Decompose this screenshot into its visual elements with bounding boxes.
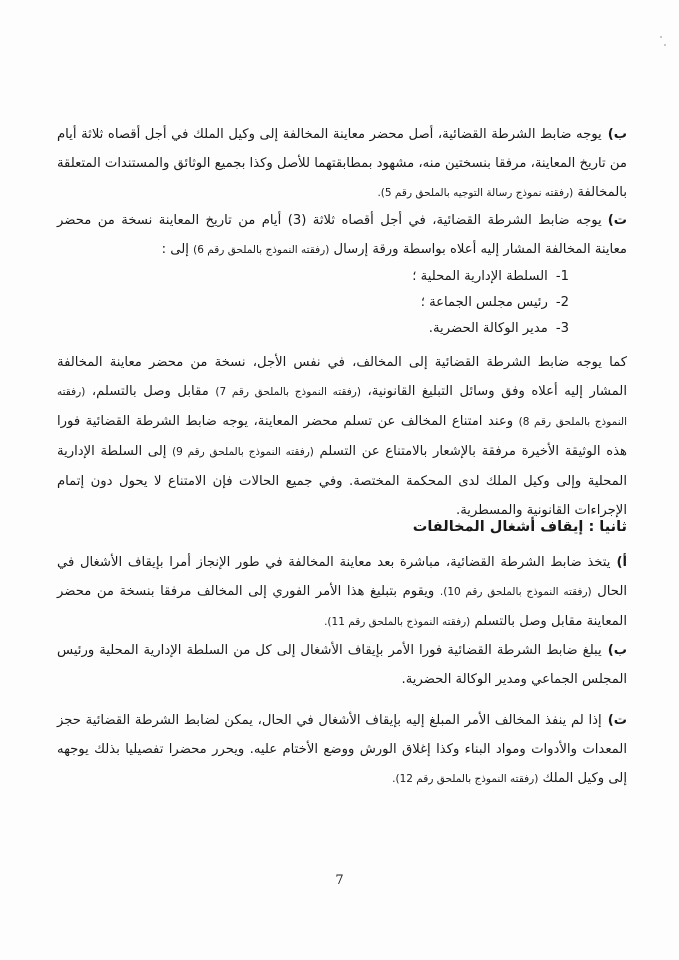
- item-marker: ب): [607, 127, 627, 142]
- scan-speck: [664, 44, 666, 46]
- list-number: 2-: [555, 295, 569, 310]
- paragraph-text: وعند امتناع المخالف عن تسلم محضر المعاينة، يوجه ضابط الشرطة القضائية فورا هذه الوثيقة الأخيرة مرفقة بالإشعار بالامتناع عن التسلم: [57, 414, 627, 459]
- item-marker: ب): [607, 643, 627, 658]
- paragraph-text: إلى السلطة الإدارية المحلية وإلى وكيل الملك لدى المحكمة المختصة. وفي جميع الحالات فإن الامتناع لا يحول دون إتمام الإجراءات القانونية والمسطرية.: [57, 444, 627, 518]
- paragraph-text: كما يوجه ضابط الشرطة القضائية إلى المخالف، في نفس الأجل، نسخة من محضر معاينة المخالفة المشار إليه أعلاه وفق وسائل التبليغ القانونية،: [57, 355, 627, 399]
- paragraph-text: يوجه ضابط الشرطة القضائية، في أجل أقصاه ثلاثة (3) أيام من تاريخ المعاينة نسخة من محضر معاينة المخالفة المشار إليه أعلاه بواسطة ورقة إرسال: [57, 213, 627, 257]
- paragraph-b-report-to-prosecutor: [57, 120, 627, 208]
- annex-note: (رفقته النموذج بالملحق رقم 8): [57, 386, 628, 428]
- annex-note: (رفقته النموذج بالملحق رقم 12).: [392, 773, 539, 785]
- annex-note: (رفقته النموذج بالملحق رقم 6): [193, 244, 330, 256]
- paragraph-t-copy-dispatch: [57, 206, 627, 265]
- annex-note: (رفقته النموذج بالملحق رقم 9): [172, 446, 314, 458]
- page-number: 7: [335, 873, 344, 888]
- list-number: 3-: [555, 321, 569, 336]
- recipient-list-item: [421, 292, 569, 314]
- paragraph-text: إذا لم ينفذ المخالف الأمر المبلغ إليه بإيقاف الأشغال في الحال، يمكن لضابط الشرطة القضائية حجز المعدات والأدوات ومواد البناء وكذا إغلاق الورش ووضع الأختام عليه. ويحرر محضرا تفصيليا بذلك يوجهه إلى وكيل الملك: [57, 713, 627, 786]
- scan-speck: [660, 36, 662, 38]
- paragraph-t-seizure: [57, 706, 627, 794]
- annex-note: (رفقته النموذج بالملحق رقم 10).: [439, 586, 592, 598]
- recipient-list-item: [412, 266, 569, 288]
- recipient-list-item: [429, 318, 569, 340]
- annex-note: (رفقته النموذج بالملحق رقم 7): [215, 386, 361, 398]
- item-marker: أ): [616, 555, 627, 570]
- list-label: مدير الوكالة الحضرية.: [428, 321, 548, 336]
- paragraph-b-notify-authorities: [57, 636, 627, 694]
- paragraph-text: يوجه ضابط الشرطة القضائية، أصل محضر معاينة المخالفة إلى وكيل الملك في أجل أقصاه ثلاثة أيام من تاريخ المعاينة، مرفقا بنسختين منه، مشهود بمطابقتهما للأصل وكذا بجميع الوثائق والمستندات المتعلقة بالمخالفة: [56, 127, 627, 200]
- section-title: ثانيا : إيقاف أشغال المخالفات: [412, 519, 627, 535]
- paragraph-text: يتخذ ضابط الشرطة القضائية، مباشرة بعد معاينة المخالفة في طور الإنجاز أمرا بإيقاف الأشغال في الحال: [57, 555, 627, 599]
- annex-note: (رفقته نموذج رسالة التوجيه بالملحق رقم 5).: [377, 187, 574, 199]
- paragraph-offender-notification: [57, 348, 627, 525]
- paragraph-a-stop-order: [57, 548, 627, 637]
- list-label: رئيس مجلس الجماعة ؛: [420, 295, 548, 310]
- paragraph-text: ويقوم بتبليغ هذا الأمر الفوري إلى المخالف مرفقا بنسخة من محضر المعاينة مقابل وصل بالتسلم: [57, 584, 627, 629]
- list-label: السلطة الإدارية المحلية ؛: [412, 269, 548, 284]
- item-marker: ت): [607, 213, 627, 228]
- paragraph-text: مقابل وصل بالتسلم،: [91, 384, 209, 399]
- annex-note: (رفقته النموذج بالملحق رقم 11).: [324, 616, 471, 628]
- item-marker: ت): [607, 713, 627, 728]
- paragraph-text-tail: إلى :: [161, 242, 189, 257]
- list-number: 1-: [555, 269, 569, 284]
- paragraph-text: يبلغ ضابط الشرطة القضائية فورا الأمر بإيقاف الأشغال إلى كل من السلطة الإدارية المحلية ورئيس المجلس الجماعي ومدير الوكالة الحضرية.: [57, 643, 627, 687]
